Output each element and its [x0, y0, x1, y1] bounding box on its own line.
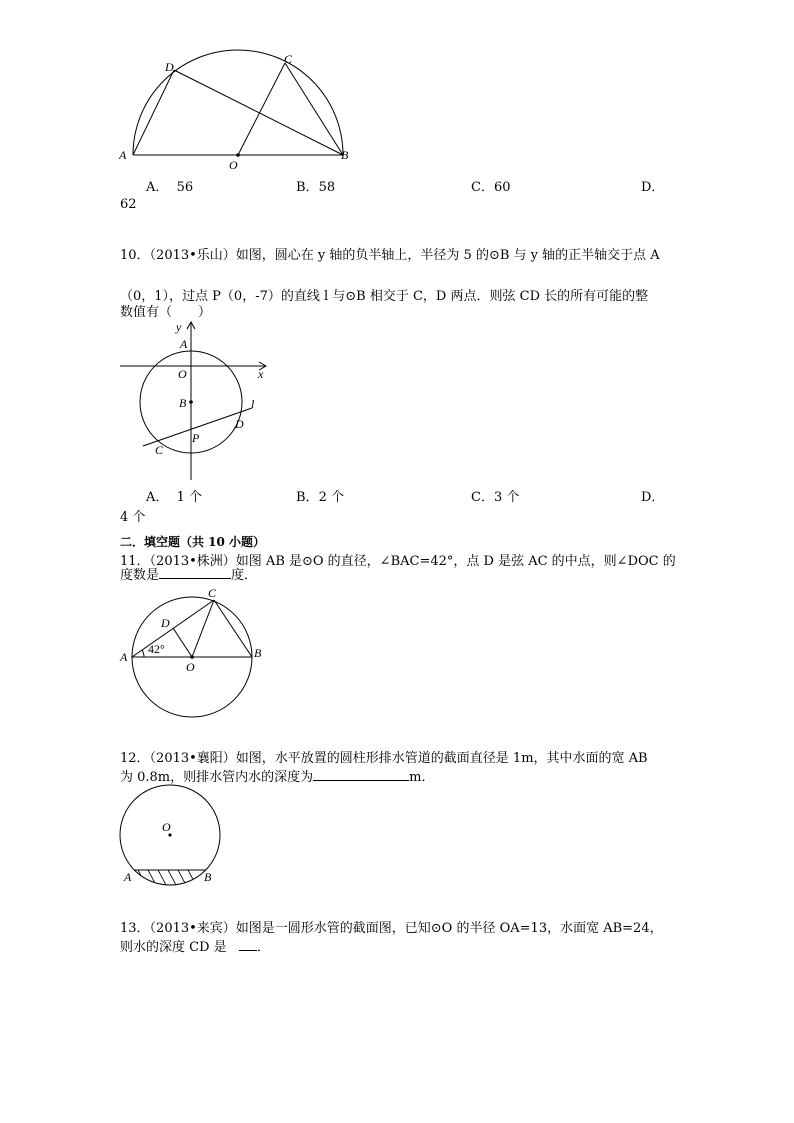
- q9-chord-oc: [238, 63, 285, 155]
- q9-option-a: A． 56: [146, 180, 194, 195]
- q13-line2: 则水的深度 CD 是 ．: [120, 940, 271, 955]
- q10-line2: （0，1），过点 P（0，-7）的直线 l 与⊙B 相交于 C，D 两点．则弦 CD 长的所有可能的整: [120, 289, 649, 304]
- q12-label-o: O: [162, 820, 171, 834]
- q11-label-b: B: [254, 646, 262, 660]
- q11-line1: 11．（2013•株洲）如图 AB 是⊙O 的直径，∠BAC=42°，点 D 是弦 AC 的中点，则∠DOC 的: [120, 554, 676, 569]
- q11-line2: 度数是 度．: [120, 568, 258, 583]
- q11-label-a: A: [120, 650, 128, 664]
- q11-label-o: O: [186, 660, 195, 674]
- q9-label-c: C: [284, 52, 293, 66]
- q12-label-b: B: [204, 870, 212, 884]
- q9-chord-cb: [285, 63, 343, 155]
- q13-answer-blank[interactable]: [239, 938, 257, 951]
- q11-segment-od: [173, 628, 192, 657]
- q10-option-d-value: 4 个: [120, 510, 146, 525]
- q11-label-d: D: [161, 616, 170, 630]
- q10-option-c: C．3 个: [471, 490, 520, 505]
- q10-option-d-letter: D．: [641, 490, 665, 505]
- q9-chord-ad: [133, 70, 174, 155]
- q11-label-c: C: [208, 586, 217, 600]
- q11-label-angle: 42°: [148, 642, 165, 656]
- q10-label-l: l: [251, 397, 255, 411]
- q9-label-b: B: [341, 148, 349, 162]
- q13-line1: 13．（2013•来宾）如图是一圆形水管的截面图，已知⊙O 的半径 OA=13，水面宽 AB=24，: [120, 921, 663, 936]
- q10-label-a: A: [180, 337, 188, 351]
- q10-label-y: y: [176, 320, 182, 334]
- q9-option-b: B．58: [296, 180, 336, 195]
- q10-line3: 数值有（ ）: [120, 305, 212, 320]
- q10-option-b: B．2 个: [296, 490, 344, 505]
- q12-figure: [110, 785, 240, 890]
- q10-line1: 10．（2013•乐山）如图，圆心在 y 轴的负半轴上，半径为 5 的⊙B 与 y 轴的正半轴交于点 A: [120, 248, 660, 263]
- q11-answer-blank[interactable]: [159, 566, 231, 579]
- q9-chord-db: [174, 70, 343, 155]
- q9-label-o: O: [229, 158, 238, 172]
- q9-figure: [110, 45, 360, 175]
- q9-option-c: C．60: [471, 180, 511, 195]
- q10-label-p: P: [192, 431, 200, 445]
- q9-option-d-letter: D．: [641, 180, 665, 195]
- q10-label-o: O: [178, 367, 187, 381]
- q9-label-a: A: [119, 148, 127, 162]
- q10-option-a: A． 1 个: [146, 490, 203, 505]
- q10-label-x: x: [258, 367, 264, 381]
- section-title: 二．填空题（共 10 小题）: [120, 535, 266, 549]
- q10-label-b: B: [179, 396, 187, 410]
- q11-chord-cb: [214, 600, 252, 657]
- q11-segment-oc: [192, 600, 214, 657]
- q11-figure: [110, 585, 280, 725]
- q12-line2: 为 0.8m，则排水管内水的深度为 m．: [120, 770, 435, 785]
- q10-figure: [110, 318, 290, 483]
- q9-option-d-value: 62: [120, 197, 137, 212]
- q10-label-d: D: [235, 417, 244, 431]
- q10-label-c: C: [155, 443, 164, 457]
- q12-answer-blank[interactable]: [313, 768, 409, 781]
- q11-center-dot: [190, 655, 194, 659]
- q12-line1: 12．（2013•襄阳）如图，水平放置的圆柱形排水管道的截面直径是 1m，其中水面的宽 AB: [120, 751, 648, 766]
- q12-label-a: A: [124, 870, 132, 884]
- q9-label-d: D: [165, 60, 174, 74]
- q10-center-dot: [189, 400, 193, 404]
- q11-angle-arc: [142, 650, 144, 657]
- q9-center-dot: [236, 153, 240, 157]
